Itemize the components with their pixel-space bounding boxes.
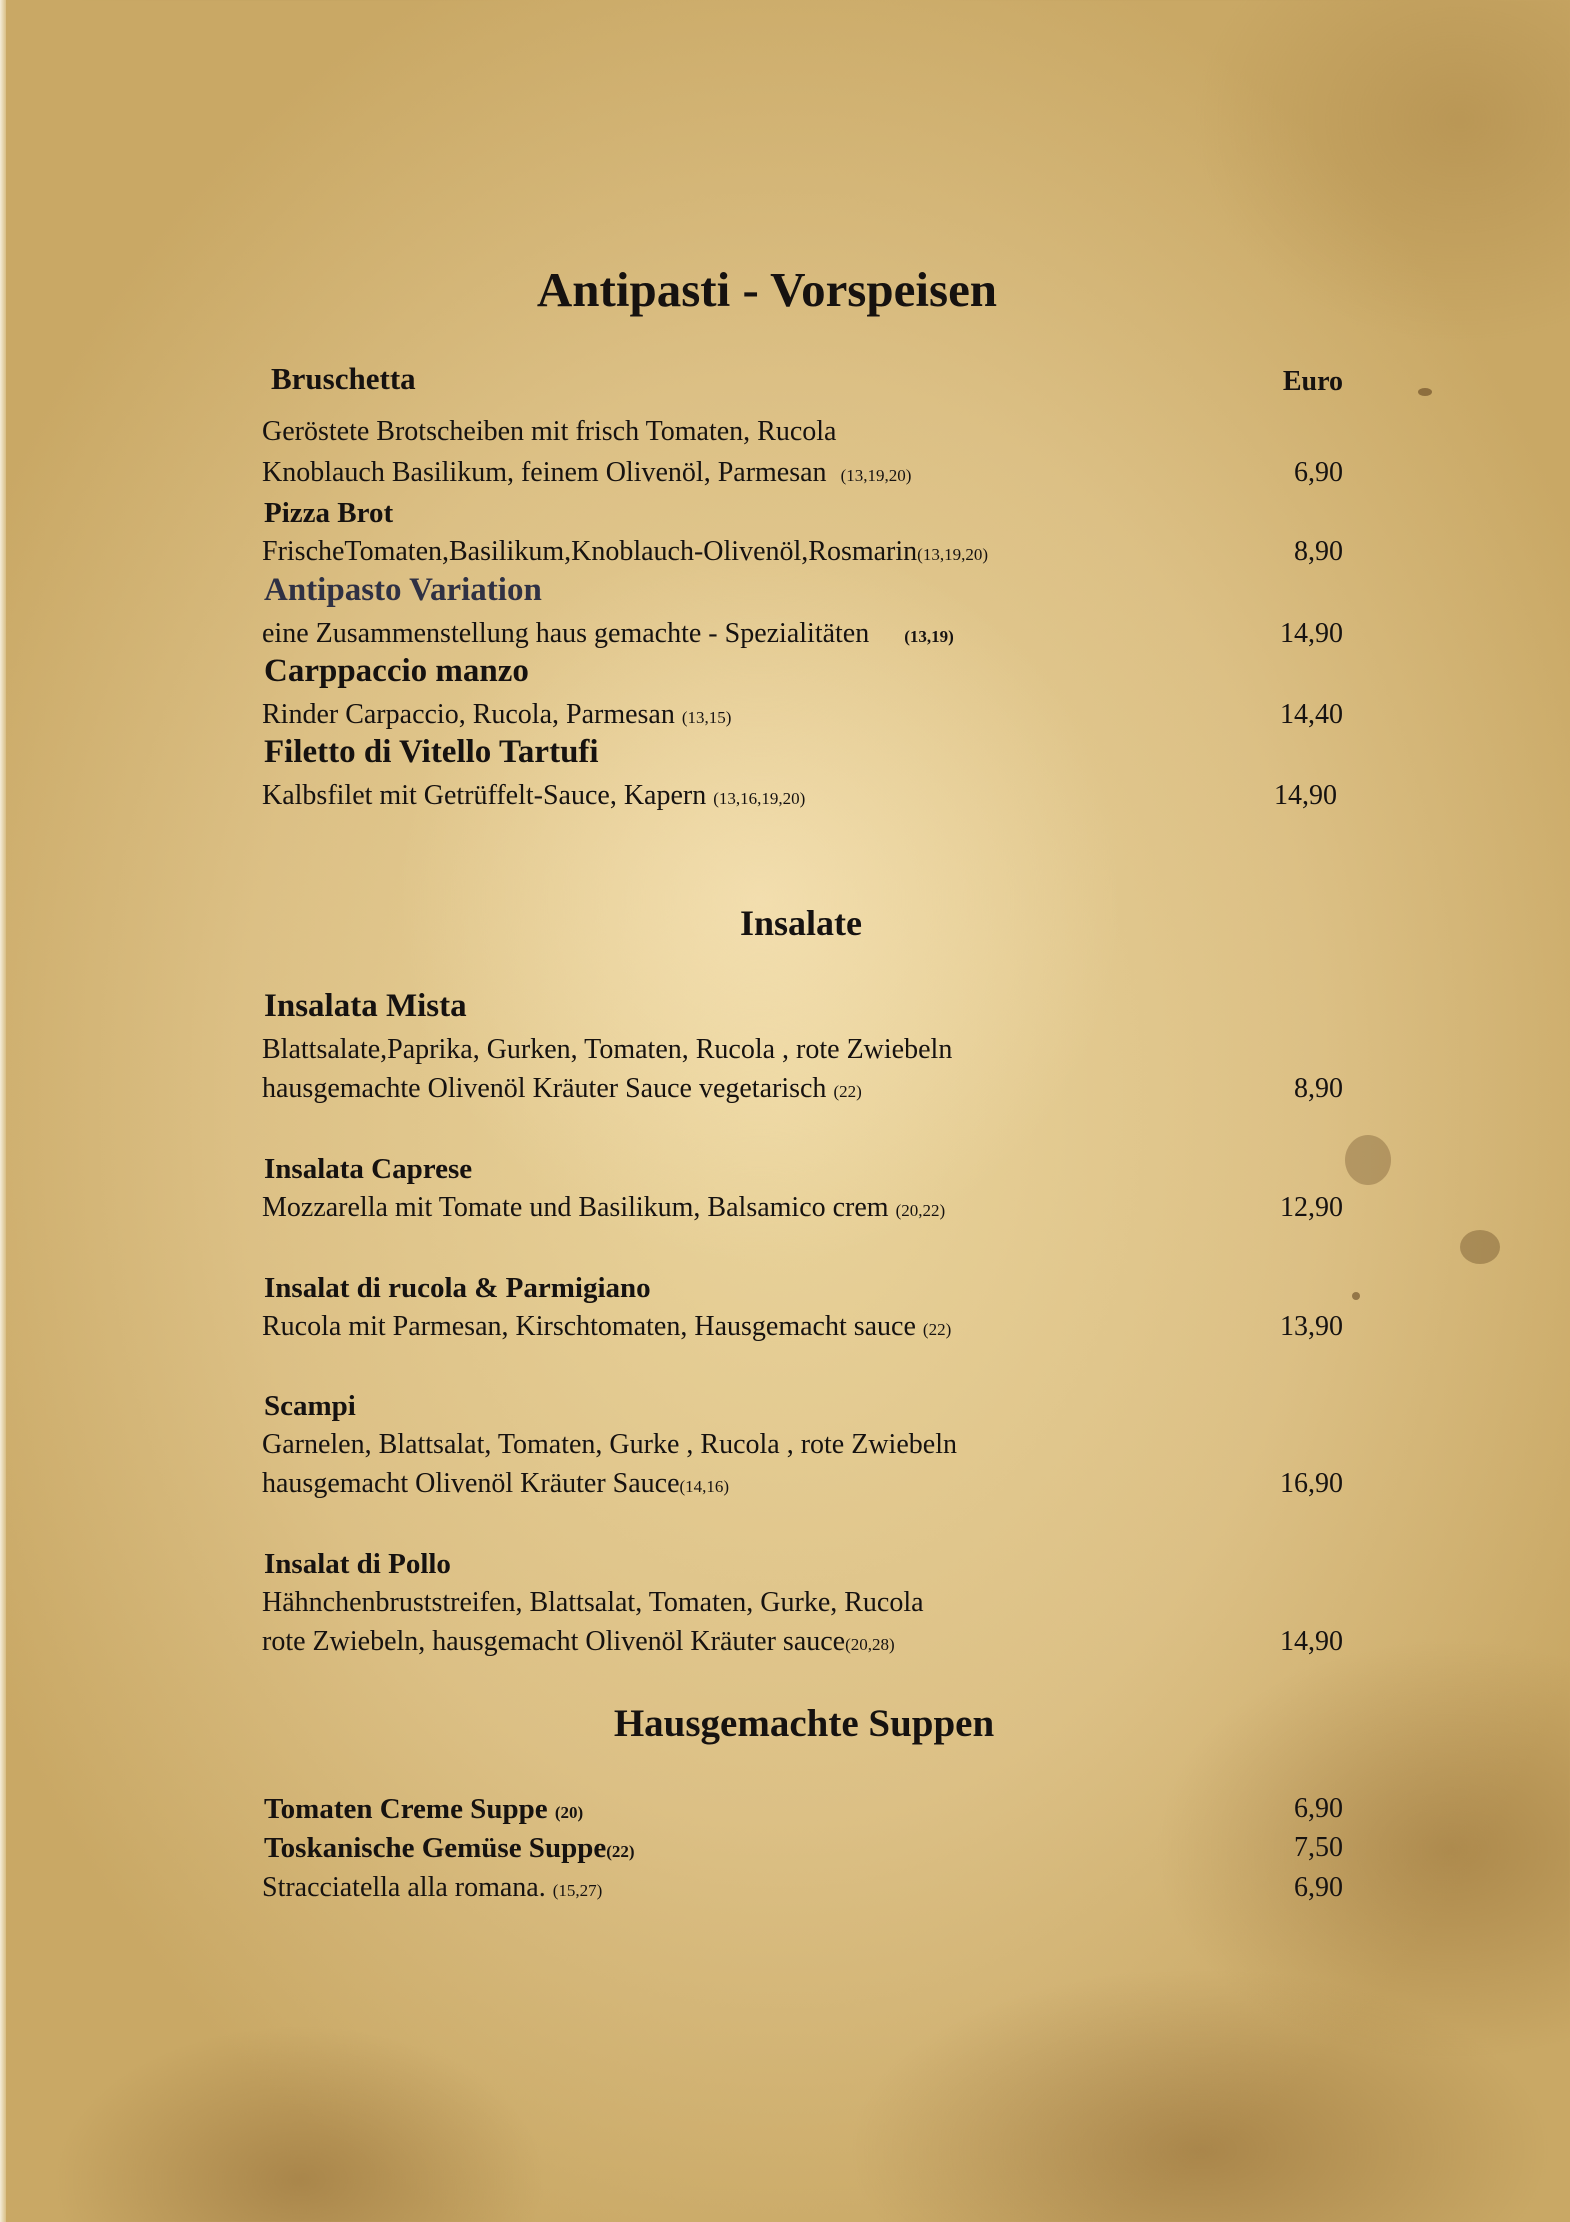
item-price-scampi: 16,90 xyxy=(1280,1468,1343,1499)
allergen-codes: (22) xyxy=(922,1320,952,1339)
allergen-codes: (22) xyxy=(833,1082,862,1101)
item-desc-insalata-caprese: Mozzarella mit Tomate und Basilikum, Balsamico crem (20,22) xyxy=(262,1192,946,1223)
item-desc-scampi-1: Garnelen, Blattsalat, Tomaten, Gurke , Rucola , rote Zwiebeln xyxy=(262,1429,957,1460)
item-price-insalata-mista: 8,90 xyxy=(1294,1073,1343,1104)
item-desc-scampi-2: hausgemacht Olivenöl Kräuter Sauce(14,16) xyxy=(262,1468,730,1499)
item-name-carppaccio: Carppaccio manzo xyxy=(264,653,529,689)
page-title: Antipasti - Vorspeisen xyxy=(536,262,998,317)
allergen-codes: (14,16) xyxy=(679,1477,730,1496)
item-desc-insalat-rucola: Rucola mit Parmesan, Kirschtomaten, Hausgemacht sauce (22) xyxy=(262,1311,952,1342)
allergen-codes: (20,28) xyxy=(845,1635,895,1654)
item-name-filetto: Filetto di Vitello Tartufi xyxy=(264,734,599,770)
currency-label: Euro xyxy=(1282,366,1343,397)
item-name-toskanische-suppe: Toskanische Gemüse Suppe(22) xyxy=(264,1832,635,1864)
item-price-stracciatella: 6,90 xyxy=(1294,1872,1343,1903)
item-price-filetto: 14,90 xyxy=(1274,780,1337,811)
item-name-scampi: Scampi xyxy=(264,1390,356,1422)
item-desc-insalat-pollo-1: Hähnchenbruststreifen, Blattsalat, Tomaten, Gurke, Rucola xyxy=(262,1587,924,1618)
allergen-codes: (13,19,20) xyxy=(840,466,912,485)
section-title-insalate: Insalate xyxy=(739,903,862,943)
item-price-bruschetta: 6,90 xyxy=(1294,457,1343,488)
item-desc-bruschetta-1: Geröstete Brotscheiben mit frisch Tomaten, Rucola xyxy=(262,416,837,447)
item-desc-insalata-mista-2: hausgemachte Olivenöl Kräuter Sauce vegetarisch (22) xyxy=(262,1073,862,1104)
item-desc-insalata-mista-1: Blattsalate,Paprika, Gurken, Tomaten, Rucola , rote Zwiebeln xyxy=(262,1034,953,1065)
allergen-codes: (13,19,20) xyxy=(917,545,988,564)
allergen-codes: (20) xyxy=(554,1803,584,1822)
item-name-stracciatella: Stracciatella alla romana. (15,27) xyxy=(262,1872,603,1903)
item-desc-carppaccio: Rinder Carpaccio, Rucola, Parmesan (13,15) xyxy=(262,699,732,730)
allergen-codes: (20,22) xyxy=(895,1201,946,1220)
item-price-insalat-pollo: 14,90 xyxy=(1280,1626,1343,1657)
item-desc-antipasto-variation: eine Zusammenstellung haus gemachte - Spezialitäten (13,19) xyxy=(262,618,954,649)
allergen-codes: (22) xyxy=(606,1842,635,1861)
item-price-insalat-rucola: 13,90 xyxy=(1280,1311,1343,1342)
item-name-insalat-pollo: Insalat di Pollo xyxy=(264,1548,451,1580)
item-price-antipasto-variation: 14,90 xyxy=(1280,618,1343,649)
item-name-bruschetta: Bruschetta xyxy=(271,361,416,396)
item-price-carppaccio: 14,40 xyxy=(1280,699,1343,730)
item-name-antipasto-variation: Antipasto Variation xyxy=(264,572,542,608)
allergen-codes: (15,27) xyxy=(552,1881,603,1900)
item-desc-insalat-pollo-2: rote Zwiebeln, hausgemacht Olivenöl Kräuter sauce(20,28) xyxy=(262,1626,895,1657)
item-name-pizza-brot: Pizza Brot xyxy=(264,497,394,529)
allergen-codes: (13,19) xyxy=(904,627,954,646)
item-name-insalat-rucola: Insalat di rucola & Parmigiano xyxy=(264,1272,651,1304)
item-price-pizza-brot: 8,90 xyxy=(1294,536,1343,567)
item-name-insalata-mista: Insalata Mista xyxy=(264,988,467,1024)
item-desc-bruschetta-2: Knoblauch Basilikum, feinem Olivenöl, Parmesan (13,19,20) xyxy=(262,457,912,488)
item-name-insalata-caprese: Insalata Caprese xyxy=(264,1153,473,1185)
item-price-toskanische-suppe: 7,50 xyxy=(1294,1832,1343,1863)
allergen-codes: (13,16,19,20) xyxy=(713,789,806,808)
item-price-insalata-caprese: 12,90 xyxy=(1280,1192,1343,1223)
item-desc-pizza-brot: FrischeTomaten,Basilikum,Knoblauch-Olivenöl,Rosmarin(13,19,20) xyxy=(262,536,988,567)
item-desc-filetto: Kalbsfilet mit Getrüffelt-Sauce, Kapern (13,16,19,20) xyxy=(262,780,806,811)
item-name-tomaten-suppe: Tomaten Creme Suppe (20) xyxy=(264,1793,584,1825)
item-price-tomaten-suppe: 6,90 xyxy=(1294,1793,1343,1824)
section-title-suppen: Hausgemachte Suppen xyxy=(613,1702,995,1745)
allergen-codes: (13,15) xyxy=(681,708,732,727)
